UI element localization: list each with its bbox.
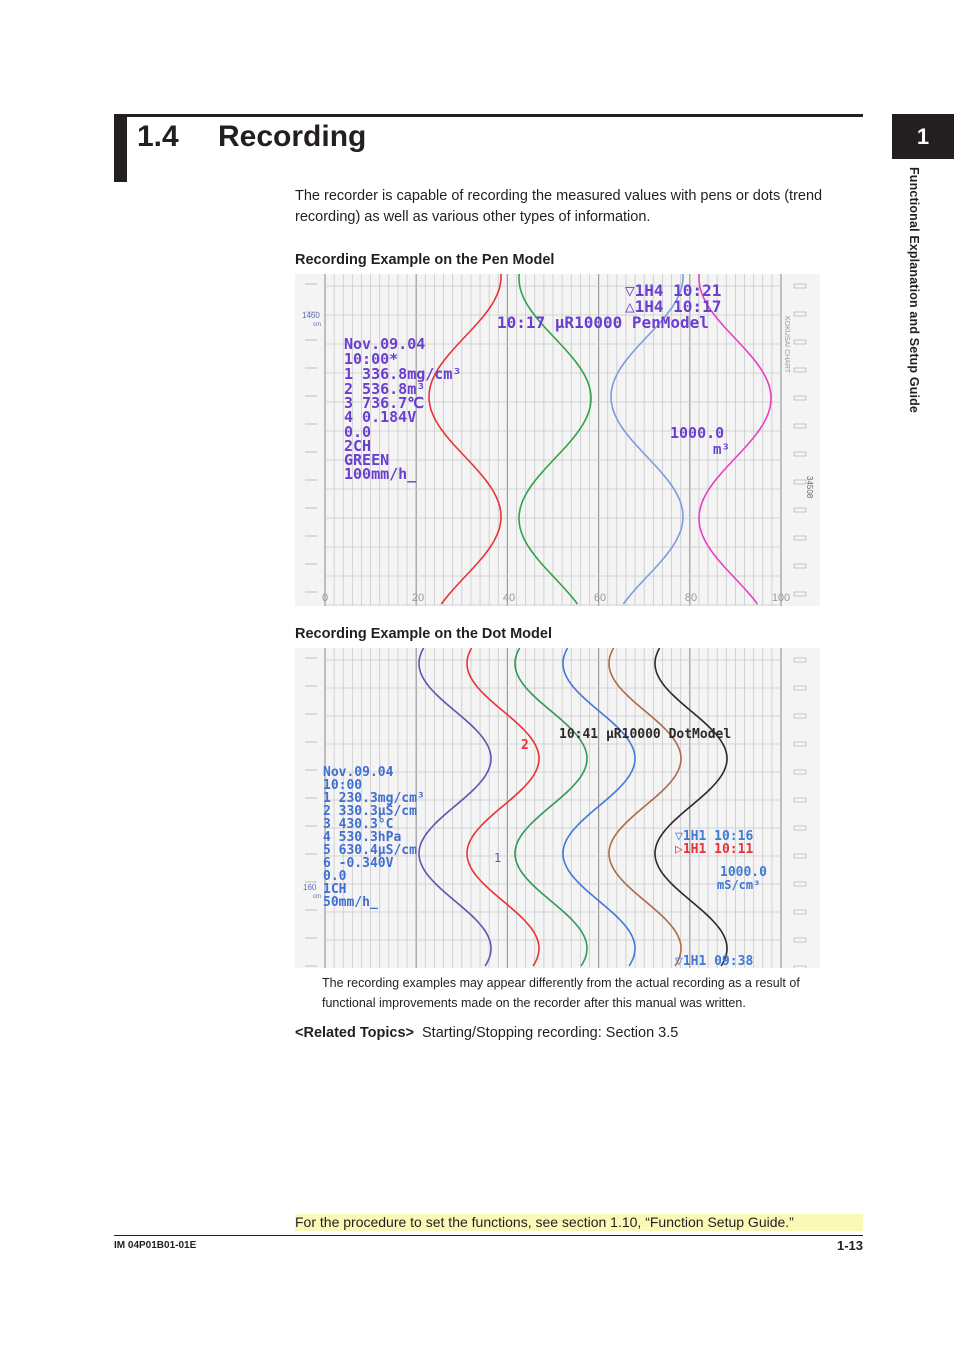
dot-bottom-right: ▽1H1 09:38 <box>675 954 754 968</box>
dot-margin-mark <box>794 882 806 886</box>
dot-message-line: 50mm/h_ <box>323 895 378 910</box>
setup-guide-reference: For the procedure to set the functions, see section 1.10, “Function Setup Guide.” <box>295 1214 863 1231</box>
dot-trace-black <box>655 648 727 966</box>
pen-chart-code: 34508 <box>805 476 814 499</box>
related-topics-text: Starting/Stopping recording: Section 3.5 <box>422 1025 679 1041</box>
pen-message-line: 2 536.8m³ <box>344 380 426 398</box>
dot-message-line: 10:00 <box>323 778 363 793</box>
pen-chart-svg <box>295 274 820 606</box>
pen-scale-tick: 60 <box>593 592 607 604</box>
related-topics <box>295 1025 678 1041</box>
section-number: 1.4 <box>137 120 179 153</box>
dot-margin-mark <box>794 798 806 802</box>
document-id: IM 04P01B01-01E <box>114 1240 197 1251</box>
pen-margin-mark <box>794 536 806 540</box>
chapter-side-label: Functional Explanation and Setup Guide <box>907 167 921 413</box>
dot-message-line: 4 530.3hPa <box>323 830 402 845</box>
section-title: Recording <box>218 120 367 153</box>
dot-message-line: 1 230.3mg/cm³ <box>323 791 425 806</box>
pen-message-line: Nov.09.04 <box>344 335 426 353</box>
dot-margin-mark <box>794 770 806 774</box>
chapter-tab: 1 <box>892 114 954 159</box>
dot-margin-mark <box>794 826 806 830</box>
dot-margin-mark <box>794 910 806 914</box>
pen-margin-mark <box>794 284 806 288</box>
dot-message-line: 1CH <box>323 882 347 897</box>
section-rule <box>127 114 863 117</box>
pen-header-line: ▽1H4 10:21 <box>625 281 722 300</box>
pen-message-line: 3 736.7℃ <box>344 394 425 412</box>
dot-margin-mark <box>794 686 806 690</box>
pen-scale-tick: 0 <box>321 592 329 604</box>
pen-margin-unit: cm <box>313 322 321 328</box>
dot-marker-1: 1 <box>494 851 502 865</box>
pen-margin-mark <box>794 480 806 484</box>
dot-right-line: mS/cm³ <box>717 878 761 892</box>
pen-example-heading: Recording Example on the Pen Model <box>295 252 555 268</box>
dot-margin-mark <box>794 938 806 942</box>
intro-paragraph: The recorder is capable of recording the measured values with pens or dots (trend recording) as well as various other types of information. <box>295 188 823 225</box>
pen-right-unit: m³ <box>713 442 730 458</box>
dot-header-line: 10:41 μR10000 DotModel <box>559 727 732 742</box>
dot-right-line: ▷1H1 10:11 <box>675 842 754 857</box>
dot-right-line: ▽1H1 10:16 <box>675 829 754 844</box>
pen-message-line: 2CH <box>344 437 372 455</box>
pen-message-line: 4 0.184V <box>344 408 417 426</box>
dot-chart-svg <box>295 648 820 968</box>
page-number: 1-13 <box>836 1238 863 1253</box>
dot-margin-mark <box>794 658 806 662</box>
pen-right-value: 1000.0 <box>670 424 725 442</box>
pen-header-line: 10:17 μR10000 PenModel <box>497 313 709 332</box>
pen-scale-tick: 20 <box>411 592 425 604</box>
pen-margin-mark <box>794 564 806 568</box>
dot-message-line: 5 630.4μS/cm <box>323 843 417 858</box>
dot-trace-brown <box>609 648 681 966</box>
pen-chart-image <box>295 274 820 606</box>
pen-message-line: 10:00* <box>344 350 399 368</box>
pen-margin-mark <box>794 396 806 400</box>
related-topics-label: <Related Topics> <box>295 1025 414 1041</box>
section-bar <box>114 114 127 182</box>
dot-margin-mark <box>794 714 806 718</box>
note-paragraph: The recording examples may appear differently from the actual recording as a result of functional improvements made on the recorder after this manual was written. <box>322 976 800 1010</box>
dot-chart-image <box>295 648 820 968</box>
pen-margin-mark <box>794 368 806 372</box>
pen-margin-mark <box>794 340 806 344</box>
pen-scale-tick: 100 <box>771 592 791 604</box>
pen-message-line: 1 336.8mg/cm³ <box>344 365 462 383</box>
dot-example-heading: Recording Example on the Dot Model <box>295 626 552 642</box>
pen-margin-mark <box>794 508 806 512</box>
pen-brand-mark: KOKUSAI CHART <box>783 316 790 374</box>
dot-margin-mark <box>794 742 806 746</box>
pen-message-line: 100mm/h_ <box>344 465 417 483</box>
footer-rule <box>114 1235 863 1236</box>
pen-trace-red <box>429 274 501 604</box>
dot-margin-mark <box>794 854 806 858</box>
pen-message-line: 0.0 <box>344 423 372 441</box>
pen-header-line: △1H4 10:17 <box>625 297 722 316</box>
dot-margin-code: 160 <box>303 883 317 892</box>
pen-margin-mark <box>794 592 806 596</box>
pen-margin-mark <box>794 424 806 428</box>
pen-margin-code: 1460 <box>302 311 320 320</box>
pen-message-line: GREEN <box>344 451 390 469</box>
dot-message-line: 0.0 <box>323 869 347 884</box>
pen-scale-tick: 80 <box>684 592 698 604</box>
dot-margin-unit: cm <box>313 894 321 900</box>
dot-message-line: 3 430.3°C <box>323 817 394 832</box>
dot-message-line: 6 -0.340V <box>323 856 394 871</box>
dot-message-line: Nov.09.04 <box>323 765 394 780</box>
pen-margin-mark <box>794 452 806 456</box>
pen-margin-mark <box>794 312 806 316</box>
dot-right-line: 1000.0 <box>720 865 767 880</box>
dot-marker-2: 2 <box>521 738 529 753</box>
dot-margin-mark <box>794 966 806 968</box>
dot-message-line: 2 330.3μS/cm <box>323 804 417 819</box>
pen-scale-tick: 40 <box>502 592 516 604</box>
dot-trace-red <box>467 648 539 966</box>
